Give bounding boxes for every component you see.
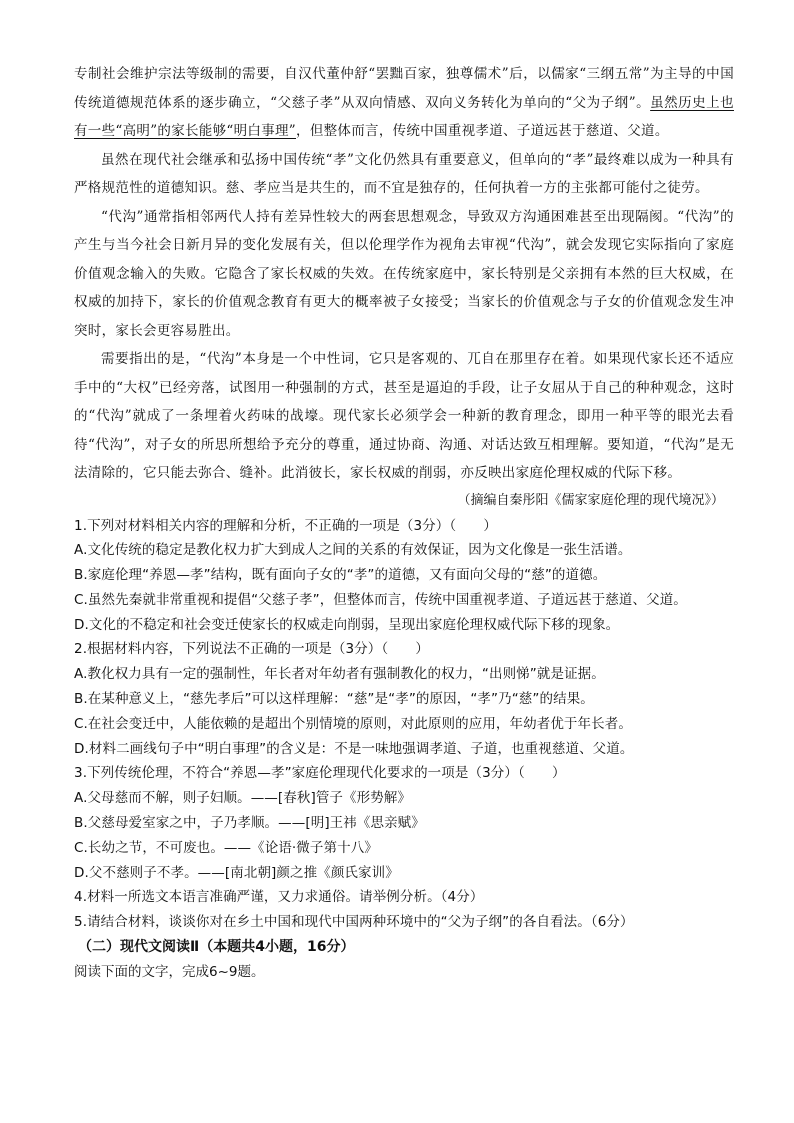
question-3-option-a: A.父母慈而不解，则子妇顺。——[春秋]管子《形势解》 (74, 790, 412, 807)
question-4: 4.材料一所选文本语言准确严谨，又力求通俗。请举例分析。（4分） (74, 889, 484, 906)
question-2-option-b: B.在某种意义上，“慈先孝后”可以这样理解：“慈”是“孝”的原因，“孝”乃“慈”的结果。 (74, 691, 594, 708)
question-3-stem: 3.下列传统伦理，不符合“养恩—孝”家庭伦理现代化要求的一项是（3分）（ ） (74, 765, 566, 782)
question-3-option-d: D.父不慈则子不孝。——[南北朝]颜之推《颜氏家训》 (74, 864, 399, 881)
section-2-title: （二）现代文阅读Ⅱ（本题共4小题，16分） (78, 939, 355, 956)
passage-paragraph-1 (74, 60, 734, 146)
question-3-option-c: C.长幼之节，不可废也。——《论语·微子第十八》 (74, 839, 378, 856)
question-2-option-d: D.材料二画线句子中“明白事理”的含义是：不是一味地强调孝道、子道，也重视慈道、父道。 (74, 740, 634, 757)
question-2-stem: 2.根据材料内容，下列说法不正确的一项是（3分）（ ） (74, 641, 430, 658)
question-list (74, 514, 734, 936)
question-5: 5.请结合材料，谈谈你对在乡土中国和现代中国两种环境中的“父为子纲”的各自看法。（6分） (74, 914, 634, 931)
paragraph-1-part-a: 专制社会维护宗法等级制的需要，自汉代董仲舒“罢黜百家，独尊儒术”后，以儒家“三纲五常”为主导的中国传统道德规范体系的逐步确立，“父慈子孝”从双向情感、双向义务转化为单向的“父为子纲”。 (74, 66, 734, 111)
passage-paragraph-3: “代沟”通常指相邻两代人持有差异性较大的两套思想观念，导致双方沟通困难甚至出现隔阂。“代沟”的产生与当今社会日新月异的变化发展有关，但以伦理学作为视角去审视“代沟”，就会发现它实际指向了家庭价值观念输入的失败。它隐含了家长权威的失效。在传统家庭中，家长特别是父亲拥有本然的巨大权威，在权威的加持下，家长的价值观念教育有更大的概率被子女接受；当家长的价值观念与子女的价值观念发生冲突时，家长会更容易胜出。 (74, 208, 734, 339)
passage-paragraph-2: 虽然在现代社会继承和弘扬中国传统“孝”文化仍然具有重要意义，但单向的“孝”最终难以成为一种具有严格规范性的道德知识。慈、孝应当是共生的，而不宜是独存的，任何执着一方的主张都可能付之徒劳。 (74, 151, 734, 196)
section-2-intro: 阅读下面的文字，完成6~9题。 (74, 964, 265, 981)
question-2-option-c: C.在社会变迁中，人能依赖的是超出个别情境的原则，对此原则的应用，年幼者优于年长者。 (74, 715, 632, 732)
question-2-option-a: A.教化权力具有一定的强制性，年长者对年幼者有强制教化的权力，“出则悌”就是证据。 (74, 666, 605, 683)
paragraph-1-part-b: ，但整体而言，传统中国重视孝道、子道远甚于慈道、父道。 (296, 123, 669, 139)
question-1-stem: 1.下列对材料相关内容的理解和分析，不正确的一项是（3分）（ ） (74, 517, 498, 534)
question-1-option-c: C.虽然先秦就非常重视和提倡“父慈子孝”，但整体而言，传统中国重视孝道、子道远甚于慈道、父道。 (74, 591, 687, 608)
question-1-option-d: D.文化的不稳定和社会变迁使家长的权威走向削弱，呈现出家庭伦理权威代际下移的现象。 (74, 616, 620, 633)
question-1-option-a: A.文化传统的稳定是教化权力扩大到成人之间的关系的有效保证，因为文化像是一张生活谱。 (74, 542, 632, 559)
question-1-option-b: B.家庭伦理“养恩—孝”结构，既有面向子女的“孝”的道德，又有面向父母的“慈”的道德。 (74, 567, 607, 584)
passage-paragraph-4: 需要指出的是，“代沟”本身是一个中性词，它只是客观的、兀自在那里存在着。如果现代家长还不适应手中的“大权”已经旁落，试图用一种强制的方式，甚至是逼迫的手段，让子女屈从于自己的种种观念，这时的“代沟”就成了一条埋着火药味的战壕。现代家长必须学会一种新的教育理念，即用一种平等的眼光去看待“代沟”，对子女的所思所想给予充分的尊重，通过协商、沟通、对话达致互相理解。要知道，“代沟”是无法清除的，它只能去弥合、缝补。此消彼长，家长权威的削弱，亦反映出家庭伦理权威的代际下移。 (74, 351, 734, 481)
exam-page (74, 60, 734, 985)
underlined-sentence: 虽然历史上也有一些“高明”的家长能够“明白事理” (74, 94, 734, 139)
question-3-option-b: B.父慈母爱室家之中，子乃孝顺。——[明]王祎《思亲赋》 (74, 815, 425, 832)
passage-source: （摘编自秦彤阳《儒家家庭伦理的现代境况》） (457, 492, 724, 508)
reading-passage (74, 60, 734, 488)
